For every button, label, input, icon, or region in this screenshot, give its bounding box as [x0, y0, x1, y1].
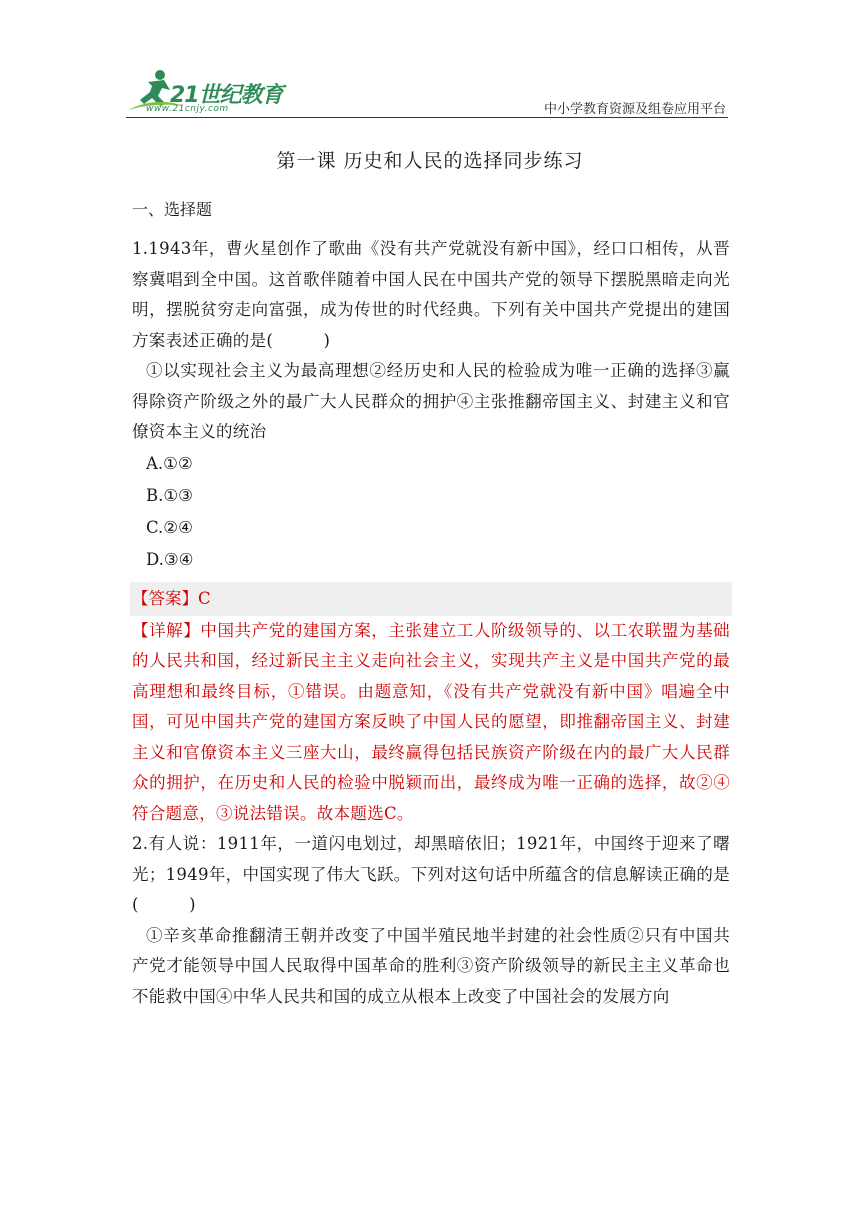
option-a: A.①② — [146, 453, 193, 473]
answer-label: 【答案】 — [132, 588, 198, 608]
question-2-stem: 2.有人说：1911年，一道闪电划过，却黑暗依旧；1921年，中国终于迎来了曙光；1949年，中国实现了伟大飞跃。下列对这句话中所蕴含的信息解读正确的是( ) — [132, 834, 730, 914]
question-1-stem: 1.1943年，曹火星创作了歌曲《没有共产党就没有新中国》，经口口相传，从晋察冀唱到全中国。这首歌伴随着中国人民在中国共产党的领导下摆脱黑暗走向光明，摆脱贫穷走向富强，成为传世的时代经典。下列有关中国共产党提出的建国方案表述正确的是( ) — [132, 239, 730, 350]
answer-value: C — [198, 588, 211, 608]
page-header — [126, 66, 728, 118]
detail-text: 中国共产党的建国方案，主张建立工人阶级领导的、以工农联盟为基础的人民共和国，经过新民主主义走向社会主义，实现共产主义是中国共产党的最高理想和最终目标，①错误。由题意知，《没有共产党就没有新中国》唱遍全中国，可见中国共产党的建国方案反映了中国人民的愿望，即推翻帝国主义、封建主义和官僚资本主义三座大山，最终赢得包括民族资产阶级在内的最广大人民群众的拥护，在历史和人民的检验中脱颖而出，最终成为唯一正确的选择，故②④符合题意，③说法错误。故本题选C。 — [132, 620, 730, 823]
answer-detail — [132, 616, 730, 830]
document-body — [132, 234, 730, 1012]
option-b: B.①③ — [146, 485, 193, 505]
logo — [126, 66, 296, 116]
answer-row — [130, 582, 732, 616]
question-1-statements: ①以实现社会主义为最高理想②经历史和人民的检验成为唯一正确的选择③赢得除资产阶级之外的最广大人民群众的拥护④主张推翻帝国主义、封建主义和官僚资本主义的统治 — [132, 361, 730, 441]
option-d: D.③④ — [146, 549, 194, 569]
detail-label: 【详解】 — [132, 620, 201, 640]
section-heading: 一、选择题 — [132, 200, 213, 219]
logo-text: 21世纪教育 — [170, 83, 283, 108]
option-c: C.②④ — [146, 517, 193, 537]
page-title: 第一课 历史和人民的选择同步练习 — [276, 150, 584, 172]
logo-url: www.21cnjy.com — [146, 104, 229, 114]
header-divider — [126, 117, 728, 118]
platform-name: 中小学教育资源及组卷应用平台 — [543, 102, 726, 117]
question-2-statements: ①辛亥革命推翻清王朝并改变了中国半殖民地半封建的社会性质②只有中国共产党才能领导中国人民取得中国革命的胜利③资产阶级领导的新民主主义革命也不能救中国④中华人民共和国的成立从根本上改变了中国社会的发展方向 — [132, 925, 730, 1006]
